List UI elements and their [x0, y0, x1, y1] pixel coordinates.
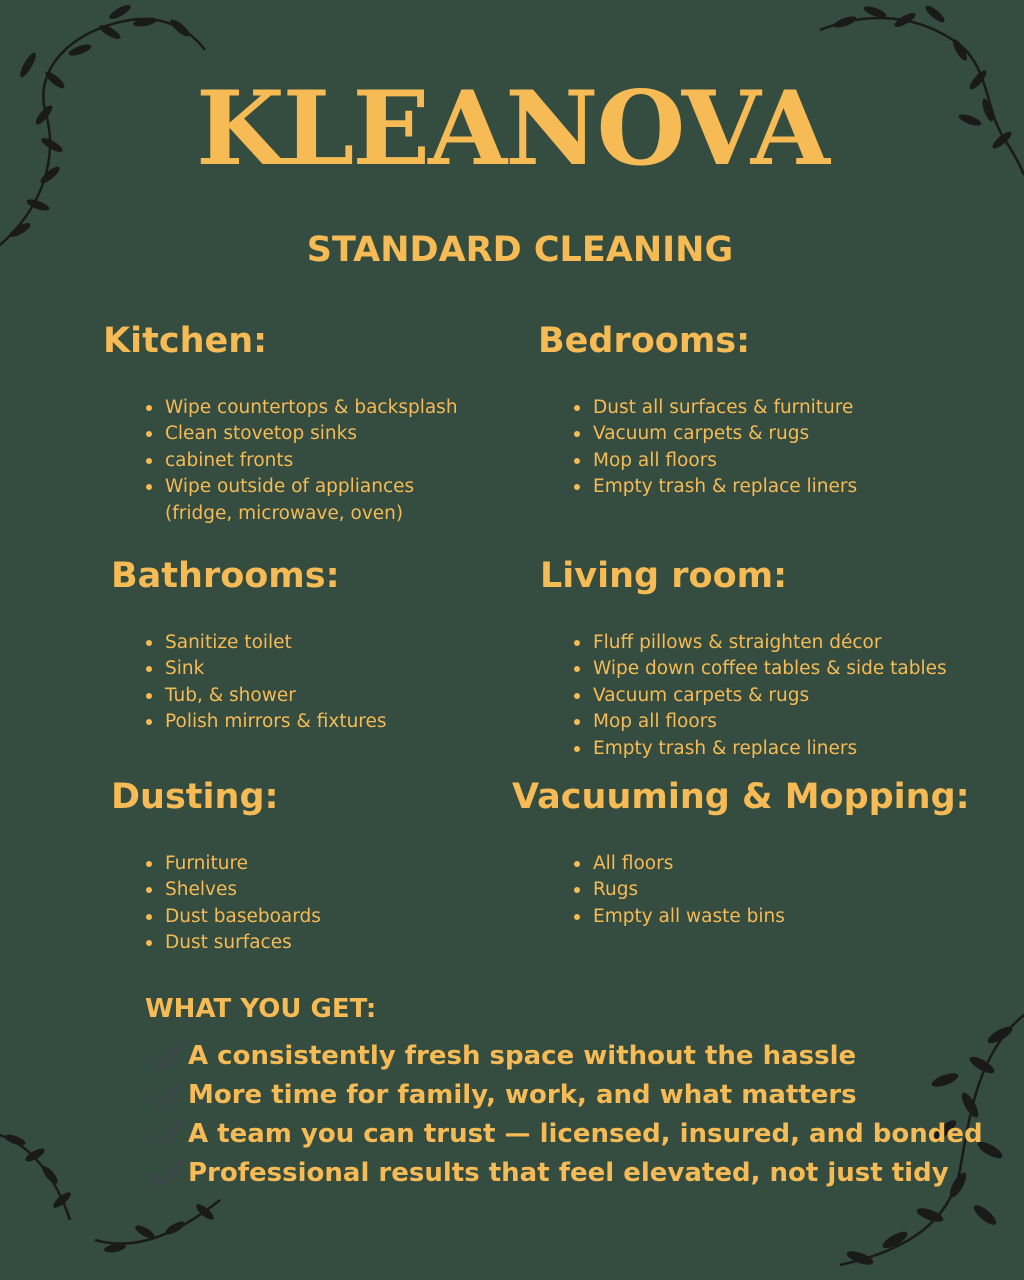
benefits-title: WHAT YOU GET: [145, 994, 377, 1024]
section-living-room [540, 557, 947, 762]
check-mark-icon [148, 1119, 184, 1149]
list-item: Empty trash & replace liners [571, 474, 857, 501]
section-dusting [111, 778, 321, 957]
section-title: Bathrooms: [111, 556, 340, 596]
list-item: Fluff pillows & straighten décor [571, 630, 947, 657]
list-item: Clean stovetop sinks [143, 421, 473, 448]
list-item: Wipe countertops & backsplash [143, 395, 473, 422]
task-list [571, 630, 947, 763]
benefit-item [145, 1114, 983, 1153]
section-bedrooms [538, 322, 857, 501]
list-item: Dust all surfaces & furniture [571, 395, 857, 422]
list-item: Furniture [143, 851, 321, 878]
list-item: Dust surfaces [143, 930, 321, 957]
list-item: Vacuum carpets & rugs [571, 421, 857, 448]
list-item: All floors [571, 851, 970, 878]
list-item: Dust baseboards [143, 904, 321, 931]
benefit-item [145, 1036, 983, 1075]
benefit-text: Professional results that feel elevated, not just tidy [188, 1157, 949, 1188]
section-title: Kitchen: [103, 321, 268, 361]
benefit-item [145, 1075, 983, 1114]
list-item: Rugs [571, 877, 970, 904]
benefit-item [145, 1153, 983, 1192]
page-subtitle: STANDARD CLEANING [306, 230, 734, 270]
section-vacuuming-mopping [512, 778, 970, 930]
list-item: cabinet fronts [143, 448, 473, 475]
task-list [143, 395, 473, 528]
list-item: Wipe down coffee tables & side tables [571, 656, 947, 683]
section-title: Vacuuming & Mopping: [512, 777, 970, 817]
check-mark-icon [148, 1080, 184, 1110]
section-title: Bedrooms: [538, 321, 751, 361]
section-kitchen [103, 322, 473, 527]
section-title: Dusting: [111, 777, 279, 817]
brand-title: KLEANOVA [196, 69, 828, 189]
task-list [571, 851, 970, 931]
list-item: Empty trash & replace liners [571, 736, 947, 763]
list-item: Wipe outside of appliances (fridge, microwave, oven) [143, 474, 473, 527]
section-bathrooms [111, 557, 387, 736]
section-title: Living room: [540, 556, 788, 596]
list-item: Vacuum carpets & rugs [571, 683, 947, 710]
check-mark-icon [148, 1158, 184, 1188]
task-list [143, 630, 387, 736]
list-item: Mop all floors [571, 448, 857, 475]
task-list [571, 395, 857, 501]
benefits-section [145, 994, 983, 1192]
task-list [143, 851, 321, 957]
list-item: Sanitize toilet [143, 630, 387, 657]
benefit-text: A consistently fresh space without the hassle [188, 1040, 857, 1071]
list-item: Mop all floors [571, 709, 947, 736]
check-mark-icon [148, 1041, 184, 1071]
list-item: Tub, & shower [143, 683, 387, 710]
list-item: Polish mirrors & fixtures [143, 709, 387, 736]
list-item: Shelves [143, 877, 321, 904]
list-item: Sink [143, 656, 387, 683]
list-item: Empty all waste bins [571, 904, 970, 931]
benefit-text: More time for family, work, and what matters [188, 1079, 857, 1110]
benefit-text: A team you can trust — licensed, insured, and bonded [188, 1118, 983, 1149]
